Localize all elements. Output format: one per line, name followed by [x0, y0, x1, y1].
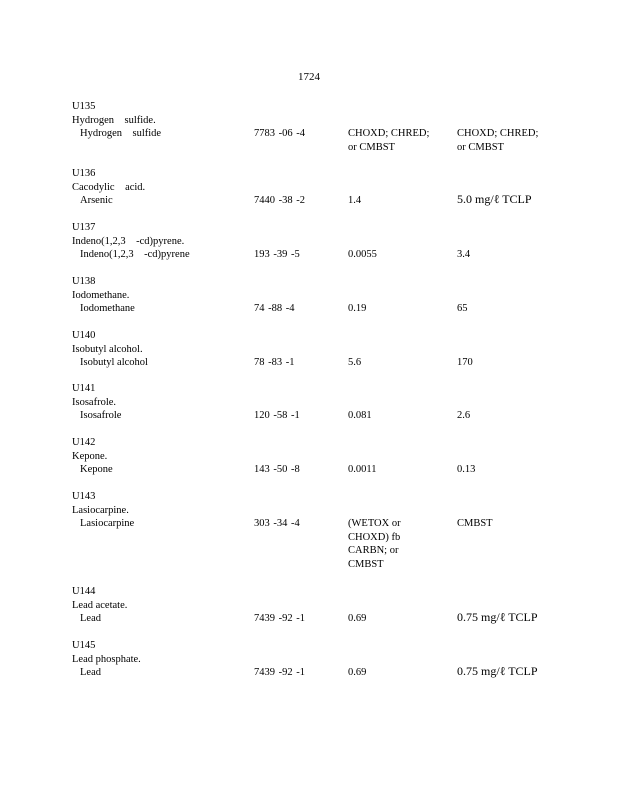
waste-code: U144	[72, 586, 96, 597]
waste-entry	[72, 490, 572, 570]
waste-name: Lead acetate.	[72, 599, 128, 611]
constituent-row	[72, 612, 572, 626]
wastewater-standard: 0.69	[348, 613, 367, 624]
constituent-name: Iodomethane	[80, 303, 135, 314]
wastewater-standard: (WETOX or CHOXD) fb CARBN; or CMBST	[348, 518, 401, 570]
cas-number: 7440 -38 -2	[254, 195, 305, 206]
waste-code: U142	[72, 437, 96, 448]
waste-entry	[72, 329, 572, 370]
cas-number: 143 -50 -8	[254, 464, 300, 475]
waste-code: U143	[72, 491, 96, 502]
waste-entry	[72, 221, 572, 262]
constituent-name: Lead	[80, 667, 101, 678]
waste-name: Indeno(1,2,3 -cd)pyrene.	[72, 235, 185, 247]
waste-entry	[72, 275, 572, 316]
waste-code: U141	[72, 383, 96, 394]
cas-number: 78 -83 -1	[254, 357, 295, 368]
nonwastewater-standard: 170	[457, 357, 473, 368]
cas-number: 7439 -92 -1	[254, 613, 305, 624]
waste-name: Lead phosphate.	[72, 653, 141, 665]
nonwastewater-standard: 3.4	[457, 249, 471, 260]
waste-code: U140	[72, 330, 96, 341]
page-number: 1724	[298, 71, 320, 83]
wastewater-standard: 0.081	[348, 410, 372, 421]
constituent-name: Arsenic	[80, 195, 113, 206]
constituent-row	[72, 194, 572, 208]
waste-name: Isosafrole.	[72, 396, 117, 408]
constituent-name: Indeno(1,2,3 -cd)pyrene	[80, 249, 190, 260]
nonwastewater-standard: 2.6	[457, 410, 471, 421]
cas-number: 74 -88 -4	[254, 303, 295, 314]
waste-name: Hydrogen sulfide.	[72, 114, 156, 126]
cas-number: 303 -34 -4	[254, 518, 300, 529]
constituent-row	[72, 248, 572, 262]
constituent-name: Isobutyl alcohol	[80, 357, 148, 368]
wastewater-standard: CHOXD; CHRED; or CMBST	[348, 128, 430, 153]
cas-number: 7439 -92 -1	[254, 667, 305, 678]
nonwastewater-standard: 5.0 mg/ℓ TCLP	[457, 192, 532, 206]
constituent-name: Hydrogen sulfide	[80, 128, 162, 139]
waste-name: Lasiocarpine.	[72, 504, 129, 516]
wastewater-standard: 0.0011	[348, 464, 377, 475]
constituent-row	[72, 666, 572, 680]
constituent-row	[72, 517, 572, 570]
cas-number: 193 -39 -5	[254, 249, 300, 260]
constituent-row	[72, 127, 572, 153]
waste-entry	[72, 585, 572, 626]
waste-code: U138	[72, 276, 96, 287]
constituent-name: Lasiocarpine	[80, 518, 135, 529]
constituent-name: Lead	[80, 613, 101, 624]
waste-entry	[72, 436, 572, 477]
nonwastewater-standard: 0.75 mg/ℓ TCLP	[457, 610, 538, 624]
waste-entry	[72, 100, 572, 153]
wastewater-standard: 0.0055	[348, 249, 377, 260]
constituent-row	[72, 409, 572, 423]
cas-number: 7783 -06 -4	[254, 128, 305, 139]
nonwastewater-standard: 65	[457, 303, 468, 314]
waste-name: Isobutyl alcohol.	[72, 343, 143, 355]
waste-code: U145	[72, 640, 96, 651]
wastewater-standard: 5.6	[348, 357, 362, 368]
constituent-row	[72, 356, 572, 370]
waste-name: Cacodylic acid.	[72, 181, 146, 193]
waste-name: Kepone.	[72, 450, 108, 462]
wastewater-standard: 1.4	[348, 195, 362, 206]
constituent-name: Kepone	[80, 464, 113, 475]
constituent-row	[72, 463, 572, 477]
nonwastewater-standard: CMBST	[457, 518, 493, 529]
waste-code: U137	[72, 222, 96, 233]
wastewater-standard: 0.69	[348, 667, 367, 678]
constituent-row	[72, 302, 572, 316]
waste-code: U136	[72, 168, 96, 179]
nonwastewater-standard: 0.13	[457, 464, 476, 475]
cas-number: 120 -58 -1	[254, 410, 300, 421]
waste-entry	[72, 639, 572, 680]
waste-code: U135	[72, 101, 96, 112]
constituent-name: Isosafrole	[80, 410, 122, 421]
waste-entry	[72, 382, 572, 423]
waste-entry	[72, 167, 572, 208]
nonwastewater-standard: 0.75 mg/ℓ TCLP	[457, 664, 538, 678]
waste-name: Iodomethane.	[72, 289, 130, 301]
nonwastewater-standard: CHOXD; CHRED; or CMBST	[457, 128, 539, 153]
wastewater-standard: 0.19	[348, 303, 367, 314]
